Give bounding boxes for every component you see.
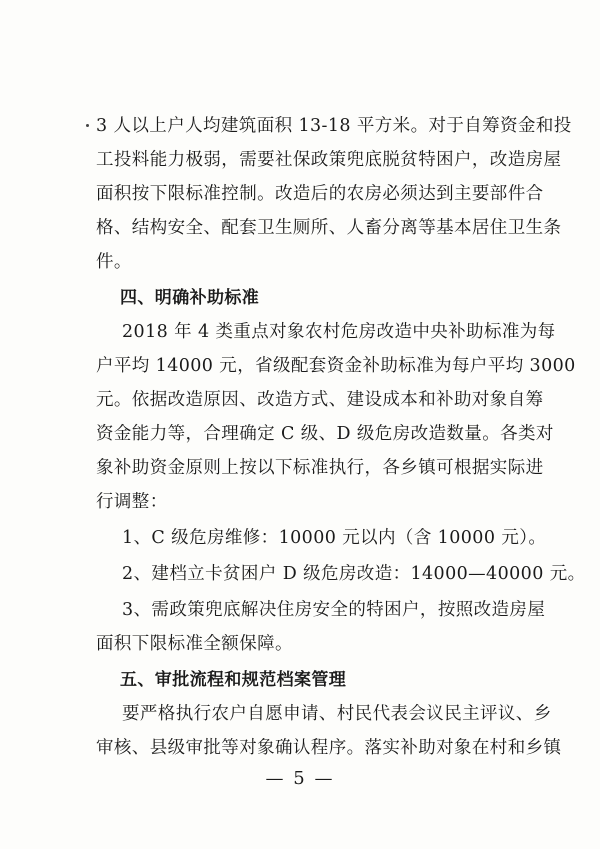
body-line: 件。	[96, 252, 132, 272]
list-item-d-level: 2、建档立卡贫困户 D 级危房改造：14000—40000 元。	[122, 564, 586, 584]
body-line: 面积按下限标准控制。改造后的农房必须达到主要部件合	[96, 184, 544, 204]
body-line: 2018 年 4 类重点对象农村危房改造中央补助标准为每	[122, 322, 556, 342]
body-line: 元。依据改造原因、改造方式、建设成本和补助对象自筹	[96, 390, 544, 410]
scan-speck	[86, 124, 89, 127]
list-item-special-poverty: 3、需政策兜底解决住房安全的特困户，按照改造房屋	[122, 600, 546, 620]
section-heading-subsidy-standard: 四、明确补助标准	[120, 288, 260, 308]
body-line: 审核、县级审批等对象确认程序。落实补助对象在村和乡镇	[96, 738, 562, 758]
body-line: 要严格执行农户自愿申请、村民代表会议民主评议、乡	[122, 704, 552, 724]
body-line: 行调整：	[96, 492, 168, 512]
body-line: 户平均 14000 元，省级配套资金补助标准为每户平均 3000	[96, 356, 576, 376]
body-line: 象补助资金原则上按以下标准执行，各乡镇可根据实际进	[96, 458, 544, 478]
list-item-c-level: 1、C 级危房维修：10000 元以内（含 10000 元）。	[122, 528, 547, 548]
section-heading-approval-process: 五、审批流程和规范档案管理	[120, 670, 347, 690]
body-line: 工投料能力极弱，需要社保政策兜底脱贫特困户，改造房屋	[96, 150, 562, 170]
body-line: 3 人以上户人均建筑面积 13-18 平方米。对于自筹资金和投	[96, 116, 572, 136]
body-line: 面积下限标准全额保障。	[96, 634, 293, 654]
body-line: 格、结构安全、配套卫生厕所、人畜分离等基本居住卫生条	[96, 218, 562, 238]
page-number: — 5 —	[265, 768, 335, 789]
body-line: 资金能力等，合理确定 C 级、D 级危房改造数量。各类对	[96, 424, 554, 444]
